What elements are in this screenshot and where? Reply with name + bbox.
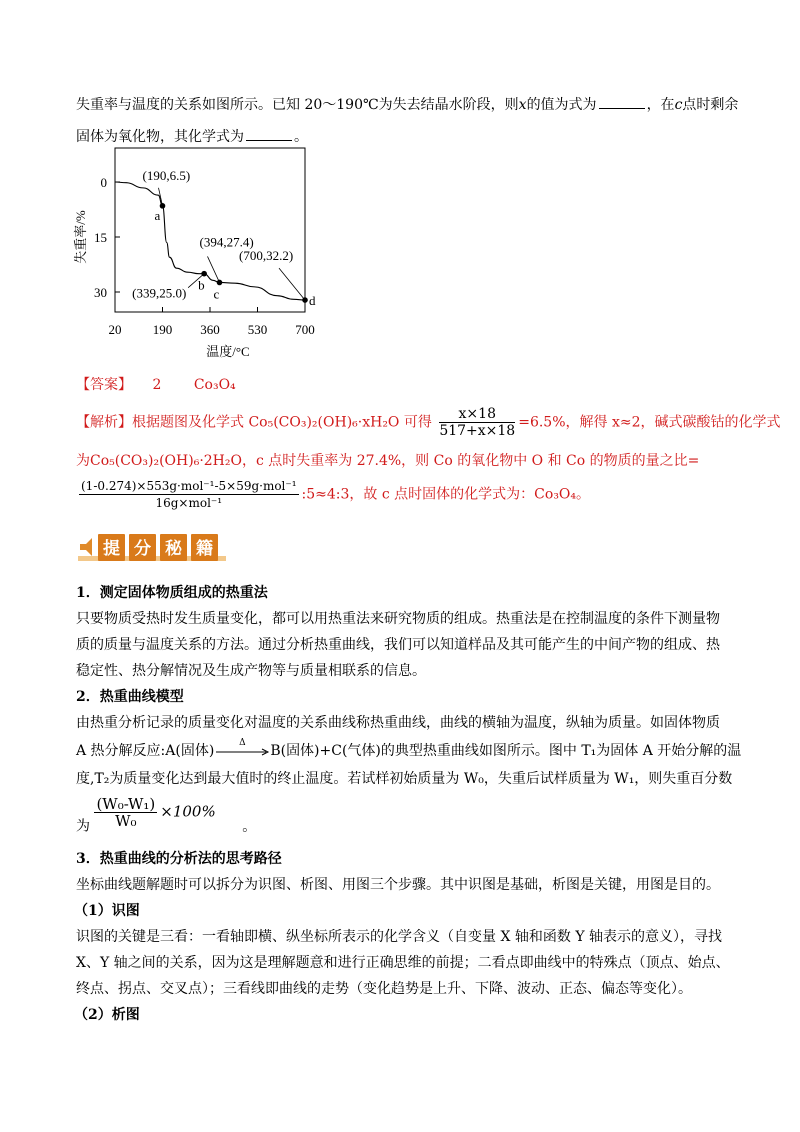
subheading-recognize: （1）识图 [74, 903, 140, 919]
x-tick-label: 190 [152, 322, 173, 337]
fraction-numerator: x×18 [439, 406, 515, 423]
analysis-line-2: 为Co₅(CO₃)₂(OH)₆·2H₂O，c 点时失重率为 27.4%，则 Co 的氧化物中 O 和 Co 的物质的量之比= [76, 453, 700, 469]
question-text: 失重率与温度的关系如图所示。已知 20～190℃为失去结晶水阶段，则 [76, 97, 519, 113]
answer-value-2: Co₃O₄ [193, 377, 236, 393]
reaction-arrow [214, 738, 270, 758]
point-leader [279, 268, 305, 300]
x-tick-label: 530 [247, 322, 268, 337]
point-b-annotation: (339,25.0) [132, 285, 187, 301]
point-c-annotation: (394,27.4) [199, 234, 254, 250]
answer-line [76, 374, 236, 394]
point-a-label: a [154, 207, 161, 223]
section-3-paragraph: 终点、拐点、交叉点）；三看线即曲线的走势（变化趋势是上升、下降、波动、正态、偏态等变化）。 [76, 981, 692, 997]
fraction-numerator: (1-0.274)×553g·mol⁻¹-5×59g·mol⁻¹ [81, 479, 297, 493]
thermogravimetric-chart [60, 140, 360, 365]
answer-label: 【答案】 [76, 377, 132, 393]
variable-c: c [674, 97, 683, 113]
formula-end: 。 [242, 818, 257, 835]
point-b-label: b [198, 277, 205, 293]
analysis-fraction-1 [439, 406, 515, 439]
question-line-1 [76, 94, 738, 114]
section-1-paragraph: 只要物质受热时发生质量变化，都可以用热重法来研究物质的组成。热重法是在控制温度的条件下测量物 [76, 611, 720, 627]
x-tick-label: 360 [200, 322, 220, 337]
section-3-paragraph: X、Y 轴之间的关系，因为这是理解题意和进行正确思维的前提；二看点即曲线中的特殊点（顶点、始点、 [76, 955, 730, 971]
section-3-heading: 3．热重曲线的分析法的思考路径 [76, 851, 282, 867]
analysis-text: :5≈4:3，故 c 点时固体的化学式为：Co₃O₄。 [301, 486, 591, 503]
point-d-annotation: (700,32.2) [239, 248, 294, 264]
formula-percent: ×100% [160, 802, 216, 821]
section-3-paragraph: 坐标曲线题解题时可以拆分为识图、析图、用图三个步骤。其中识图是基础，析图是关键，用图是目的。 [76, 877, 720, 893]
section-2-heading: 2．热重曲线模型 [76, 689, 184, 705]
heat-symbol: Δ [239, 738, 246, 748]
question-text: 点时剩余 [682, 97, 739, 113]
banner-char: 秘 [165, 539, 182, 559]
y-axis-label: 失重率/% [73, 210, 88, 264]
analysis-text: =6.5%，解得 x≈2，碱式碳酸钴的化学式 [518, 414, 781, 431]
y-tick-label: 15 [94, 230, 107, 245]
subheading-analyze: （2）析图 [74, 1007, 140, 1023]
point-b-marker [201, 271, 207, 277]
x-tick-label: 700 [295, 322, 315, 337]
fraction-denominator: 517+x×18 [439, 423, 516, 439]
question-text: ，在 [646, 97, 675, 113]
point-a-marker [160, 203, 166, 209]
chart-marks [132, 168, 316, 308]
banner-char: 提 [103, 539, 120, 559]
section-1-heading: 1．测定固体物质组成的热重法 [76, 585, 268, 601]
reaction-products: B(固体)+C(气体)的典型热重曲线如图所示。图中 T₁为固体 A 开始分解的温 [270, 743, 742, 759]
analysis-label: 【解析】 [76, 414, 132, 431]
answer-blank [599, 96, 645, 109]
analysis-line-3 [76, 478, 590, 511]
question-text: 的值为式为 [526, 97, 597, 113]
section-2-paragraph: 由热重分析记录的质量变化对温度的关系曲线称热重曲线，曲线的横轴为温度，纵轴为质量。如固体物质 [76, 715, 720, 731]
point-c-marker [217, 280, 223, 286]
point-c-label: c [213, 286, 220, 302]
banner-char: 分 [134, 539, 151, 559]
section-2-paragraph: 度,T₂为质量变化达到最大值时的终止温度。若试样初始质量为 W₀，失重后试样质量为 W₁，则失重百分数 [76, 771, 733, 787]
point-d-marker [302, 297, 308, 303]
tips-banner [76, 528, 228, 570]
formula-prefix: 为 [76, 818, 90, 835]
x-tick-label: 20 [108, 322, 122, 337]
section-2-reaction-line [76, 740, 741, 760]
question-text: 。 [294, 129, 308, 145]
point-a-annotation: (190,6.5) [142, 167, 191, 183]
question-text: 固体为氧化物，其化学式为 [76, 129, 244, 145]
y-tick-label: 30 [94, 285, 107, 300]
banner-char: 籍 [196, 539, 213, 559]
variable-x: x [518, 97, 527, 113]
section-2-formula-line [76, 796, 256, 836]
point-d-label: d [309, 293, 316, 309]
section-3-paragraph: 识图的关键是三看：一看轴即横、纵坐标所表示的化学含义（自变量 X 轴和函数 Y 轴表示的意义），寻找 [76, 929, 723, 945]
x-axis-label: 温度/°C [206, 344, 250, 359]
analysis-text: 根据题图及化学式 Co₅(CO₃)₂(OH)₆·xH₂O 可得 [132, 414, 432, 431]
answer-value-1: 2 [152, 377, 162, 393]
speaker-icon [80, 538, 92, 556]
fraction-denominator: W₀ [115, 812, 137, 830]
section-1-paragraph: 稳定性、热分解情况及生成产物等与质量相联系的信息。 [76, 663, 426, 679]
weight-loss-fraction [94, 796, 157, 829]
fraction-numerator: (W₀-W₁) [96, 795, 156, 813]
y-tick-label: 0 [100, 175, 107, 190]
section-1-paragraph: 质的质量与温度关系的方法。通过分析热重曲线，我们可以知道样品及其可能产生的中间产物的组成、热 [76, 637, 720, 653]
reaction-reactant: A 热分解反应:A(固体) [76, 743, 215, 759]
analysis-line-1 [76, 406, 781, 439]
fraction-denominator: 16g×mol⁻¹ [155, 496, 223, 510]
analysis-fraction-2 [79, 478, 299, 511]
